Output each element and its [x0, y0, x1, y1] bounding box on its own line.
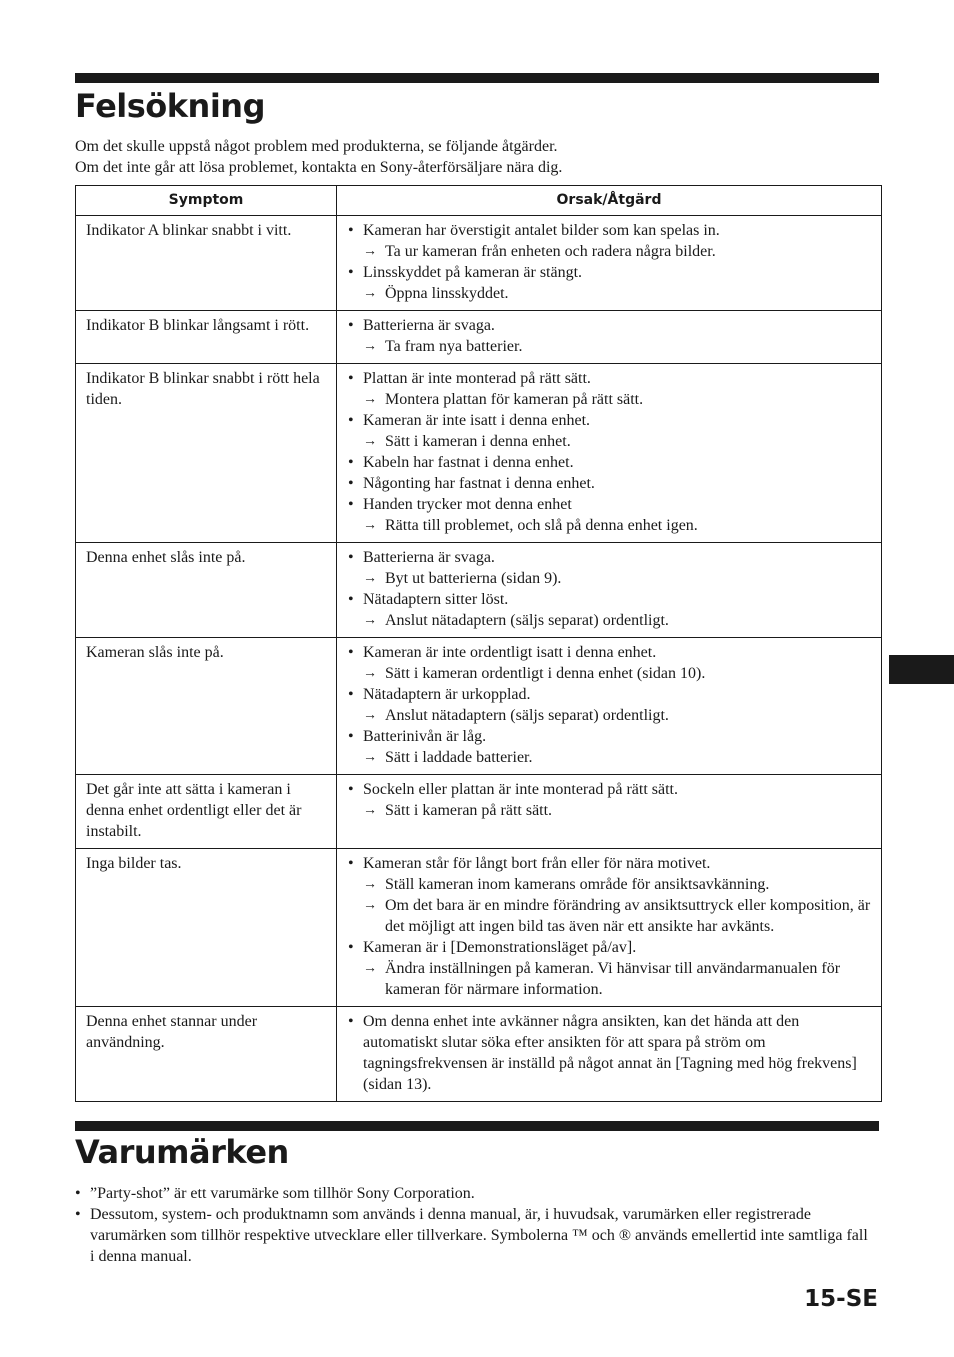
cause-bullet: • Batterinivån är låg.: [347, 726, 873, 747]
table-body: [76, 216, 882, 1102]
symptom-cell: Denna enhet stannar under användning.: [76, 1007, 337, 1102]
section-title-trademarks: Varumärken: [75, 1133, 289, 1171]
trademark-item: • Dessutom, system- och produktnamn som används i denna manual, är, i huvudsak, varumärken eller registrerade varumärken som tillhör respektive utvecklare eller tillverkare. Symbolerna ™ och ® används emellertid inte samtliga fall i denna manual.: [75, 1204, 875, 1267]
table-row: [76, 638, 882, 775]
cause-bullet: • Plattan är inte monterad på rätt sätt.: [347, 368, 873, 389]
symptom-cell: Denna enhet slås inte på.: [76, 543, 337, 638]
column-header-cause-action: Orsak/Åtgärd: [337, 186, 882, 216]
remedy-arrow-item: → Ta fram nya batterier.: [347, 336, 873, 357]
remedy-arrow-item: → Ta ur kameran från enheten och radera några bilder.: [347, 241, 873, 262]
intro-text: [75, 136, 562, 178]
top-rule: [75, 73, 879, 83]
remedy-arrow-item: → Anslut nätadaptern (säljs separat) ordentligt.: [347, 705, 873, 726]
symptom-cell: Inga bilder tas.: [76, 849, 337, 1007]
symptom-cell: Indikator B blinkar snabbt i rött hela tiden.: [76, 364, 337, 543]
cause-bullet: • Nätadaptern sitter löst.: [347, 589, 873, 610]
remedy-arrow-item: → Rätta till problemet, och slå på denna enhet igen.: [347, 515, 873, 536]
symptom-cell: Indikator A blinkar snabbt i vitt.: [76, 216, 337, 311]
section-rule: [75, 1121, 879, 1131]
troubleshooting-table: [75, 185, 882, 1102]
cause-cell: [337, 775, 882, 849]
cause-cell: [337, 216, 882, 311]
cause-bullet: • Kameran har överstigit antalet bilder som kan spelas in.: [347, 220, 873, 241]
remedy-arrow-item: → Montera plattan för kameran på rätt sätt.: [347, 389, 873, 410]
table-row: [76, 364, 882, 543]
remedy-arrow-item: → Anslut nätadaptern (säljs separat) ordentligt.: [347, 610, 873, 631]
remedy-arrow-item: → Sätt i kameran i denna enhet.: [347, 431, 873, 452]
symptom-cell: Indikator B blinkar långsamt i rött.: [76, 311, 337, 364]
symptom-cell: Det går inte att sätta i kameran i denna enhet ordentligt eller det är instabilt.: [76, 775, 337, 849]
cause-bullet: • Kabeln har fastnat i denna enhet.: [347, 452, 873, 473]
table-row: [76, 216, 882, 311]
cause-bullet: • Linsskyddet på kameran är stängt.: [347, 262, 873, 283]
cause-bullet: • Kameran står för långt bort från eller för nära motivet.: [347, 853, 873, 874]
remedy-arrow-item: → Sätt i laddade batterier.: [347, 747, 873, 768]
trademark-list: [75, 1183, 875, 1267]
cause-bullet: • Batterierna är svaga.: [347, 315, 873, 336]
table-row: [76, 543, 882, 638]
table-row: [76, 1007, 882, 1102]
remedy-arrow-item: → Byt ut batterierna (sidan 9).: [347, 568, 873, 589]
cause-bullet: • Kameran är inte ordentligt isatt i denna enhet.: [347, 642, 873, 663]
cause-cell: [337, 638, 882, 775]
table-row: [76, 775, 882, 849]
table-header-row: [76, 186, 882, 216]
cause-bullet: • Handen trycker mot denna enhet: [347, 494, 873, 515]
table-row: [76, 849, 882, 1007]
page-number: 15-SE: [804, 1286, 878, 1312]
cause-bullet: • Kameran är inte isatt i denna enhet.: [347, 410, 873, 431]
column-header-symptom: Symptom: [76, 186, 337, 216]
remedy-arrow-item: → Sätt i kameran på rätt sätt.: [347, 800, 873, 821]
cause-bullet: • Någonting har fastnat i denna enhet.: [347, 473, 873, 494]
remedy-arrow-item: → Öppna linsskyddet.: [347, 283, 873, 304]
section-title-troubleshooting: Felsökning: [75, 87, 265, 125]
cause-bullet: • Kameran är i [Demonstrationsläget på/av].: [347, 937, 873, 958]
cause-cell: [337, 364, 882, 543]
remedy-arrow-item: → Sätt i kameran ordentligt i denna enhet (sidan 10).: [347, 663, 873, 684]
trademark-item: • ”Party-shot” är ett varumärke som tillhör Sony Corporation.: [75, 1183, 875, 1204]
remedy-arrow-item: → Ändra inställningen på kameran. Vi hänvisar till användarmanualen för kameran för närmare information.: [347, 958, 873, 1000]
cause-cell: [337, 311, 882, 364]
cause-cell: [337, 1007, 882, 1102]
cause-cell: [337, 543, 882, 638]
table-row: [76, 311, 882, 364]
cause-bullet: • Om denna enhet inte avkänner några ansikten, kan det hända att den automatiskt slutar söka efter ansikten för att spara på ström om tagningsfrekvensen är inställd på något annat än [Tagning med hög frekvens] (sidan 13).: [347, 1011, 873, 1095]
intro-line: Om det inte går att lösa problemet, kontakta en Sony-återförsäljare nära dig.: [75, 159, 563, 176]
language-tab-marker: [889, 655, 954, 684]
remedy-arrow-item: → Om det bara är en mindre förändring av ansiktsuttryck eller komposition, är det möjligt att ingen bild tas även när ett ansikte har avkänts.: [347, 895, 873, 937]
cause-bullet: • Sockeln eller plattan är inte monterad på rätt sätt.: [347, 779, 873, 800]
symptom-cell: Kameran slås inte på.: [76, 638, 337, 775]
cause-cell: [337, 849, 882, 1007]
intro-line: Om det skulle uppstå något problem med produkterna, se följande åtgärder.: [75, 138, 558, 155]
cause-bullet: • Batterierna är svaga.: [347, 547, 873, 568]
remedy-arrow-item: → Ställ kameran inom kamerans område för ansiktsavkänning.: [347, 874, 873, 895]
cause-bullet: • Nätadaptern är urkopplad.: [347, 684, 873, 705]
